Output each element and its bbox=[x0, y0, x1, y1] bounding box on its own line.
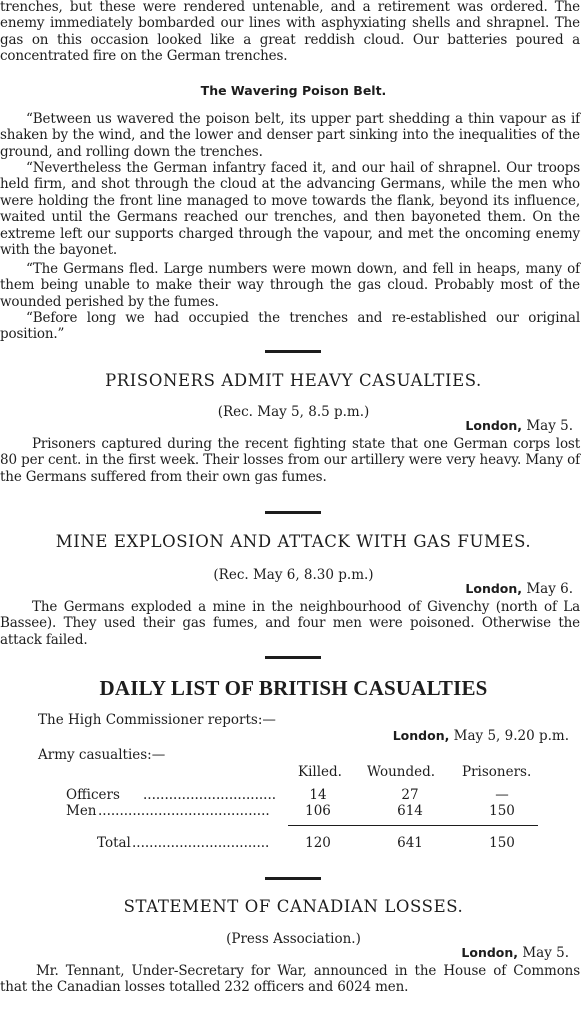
dateline-date: May 5. bbox=[526, 418, 573, 434]
dateline-city: London, bbox=[465, 581, 523, 596]
prisoners-received: (Rec. May 5, 8.5 p.m.) bbox=[217, 404, 370, 420]
prisoners-value: — bbox=[495, 787, 509, 803]
dateline-date: May 5, 9.20 p.m. bbox=[453, 728, 569, 744]
wounded-value: 27 bbox=[401, 787, 419, 803]
leader-dots: ........................................ bbox=[98, 803, 270, 819]
column-header: Killed. bbox=[298, 764, 342, 780]
canadian-heading: STATEMENT OF CANADIAN LOSSES. bbox=[123, 897, 464, 916]
section-divider bbox=[265, 511, 321, 514]
intro-paragraph: trenches, but these were rendered untenable, and a retirement was ordered. The enemy immediately bombarded our lines with asphyxiating shells and shrapnel. The gas on this occasion looked like a great reddish cloud. Our batteries poured a concentrated fire on the German trenches. bbox=[0, 0, 580, 65]
prisoners-value: 150 bbox=[489, 803, 515, 819]
wounded-total: 641 bbox=[397, 835, 423, 851]
killed-value: 106 bbox=[305, 803, 331, 819]
canadian-dateline bbox=[461, 945, 569, 961]
section-divider bbox=[265, 656, 321, 659]
dateline-city: London, bbox=[461, 945, 519, 960]
casualties-heading: DAILY LIST OF BRITISH CASUALTIES bbox=[99, 676, 488, 700]
canadian-body: Mr. Tennant, Under-Secretary for War, announced in the House of Commons that the Canadian losses totalled 232 officers and 6024 men. bbox=[0, 963, 580, 996]
paragraph-before-long: “Before long we had occupied the trenches and re-established our original position.” bbox=[0, 310, 580, 343]
paragraph-germans-fled: “The Germans fled. Large numbers were mown down, and fell in heaps, many of them being unable to make their way through the gas cloud. Probably most of the wounded perished by the fumes. bbox=[0, 261, 580, 310]
dateline-date: May 5. bbox=[522, 945, 569, 961]
high-commissioner-reports: The High Commissioner reports:— bbox=[38, 712, 276, 728]
total-rule bbox=[288, 825, 538, 826]
mine-heading: MINE EXPLOSION AND ATTACK WITH GAS FUMES. bbox=[55, 532, 532, 551]
prisoners-total: 150 bbox=[489, 835, 515, 851]
mine-body: The Germans exploded a mine in the neighbourhood of Givenchy (north of La Bassee). They used their gas fumes, and four men were poisoned. Otherwise the attack failed. bbox=[0, 599, 580, 648]
total-label: Total bbox=[97, 835, 131, 851]
killed-value: 14 bbox=[309, 787, 327, 803]
dateline-date: May 6. bbox=[526, 581, 573, 597]
mine-dateline bbox=[465, 581, 573, 597]
paragraph-nevertheless: “Nevertheless the German infantry faced it, and our hail of shrapnel. Our troops held firm, and shot through the cloud at the advancing Germans, while the men who were holding the front line managed to move towards the flank, beyond its influence, waited until the Germans reached our trenches, and then bayoneted them. On the extreme left our supports charged through the vapour, and met the oncoming enemy with the bayonet. bbox=[0, 160, 580, 259]
column-header: Prisoners. bbox=[462, 764, 532, 780]
section-divider bbox=[265, 877, 321, 880]
prisoners-heading: PRISONERS ADMIT HEAVY CASUALTIES. bbox=[105, 371, 482, 390]
killed-total: 120 bbox=[305, 835, 331, 851]
casualties-dateline bbox=[393, 728, 569, 744]
section-divider bbox=[265, 350, 321, 353]
wounded-value: 614 bbox=[397, 803, 423, 819]
prisoners-dateline bbox=[465, 418, 573, 434]
leader-dots: ................................ bbox=[132, 835, 270, 851]
dateline-city: London, bbox=[465, 418, 523, 433]
row-label: Men bbox=[66, 803, 97, 819]
paragraph-between-us: “Between us wavered the poison belt, its upper part shedding a thin vapour as if shaken by the wind, and the lower and denser part sinking into the inequalities of the ground, and rolling down the trenches. bbox=[0, 111, 580, 160]
army-casualties-label: Army casualties:— bbox=[38, 747, 166, 763]
prisoners-body: Prisoners captured during the recent fighting state that one German corps lost 80 per cent. in the first week. Their losses from our artillery were very heavy. Many of the Germans suffered from their own gas fumes. bbox=[0, 436, 580, 485]
column-header: Wounded. bbox=[367, 764, 436, 780]
row-label: Officers bbox=[66, 787, 120, 803]
canadian-received: (Press Association.) bbox=[226, 931, 361, 947]
mine-received: (Rec. May 6, 8.30 p.m.) bbox=[213, 567, 374, 583]
dateline-city: London, bbox=[392, 728, 450, 743]
leader-dots: ............................... bbox=[143, 787, 277, 803]
poison-belt-subheading: The Wavering Poison Belt. bbox=[200, 83, 387, 98]
